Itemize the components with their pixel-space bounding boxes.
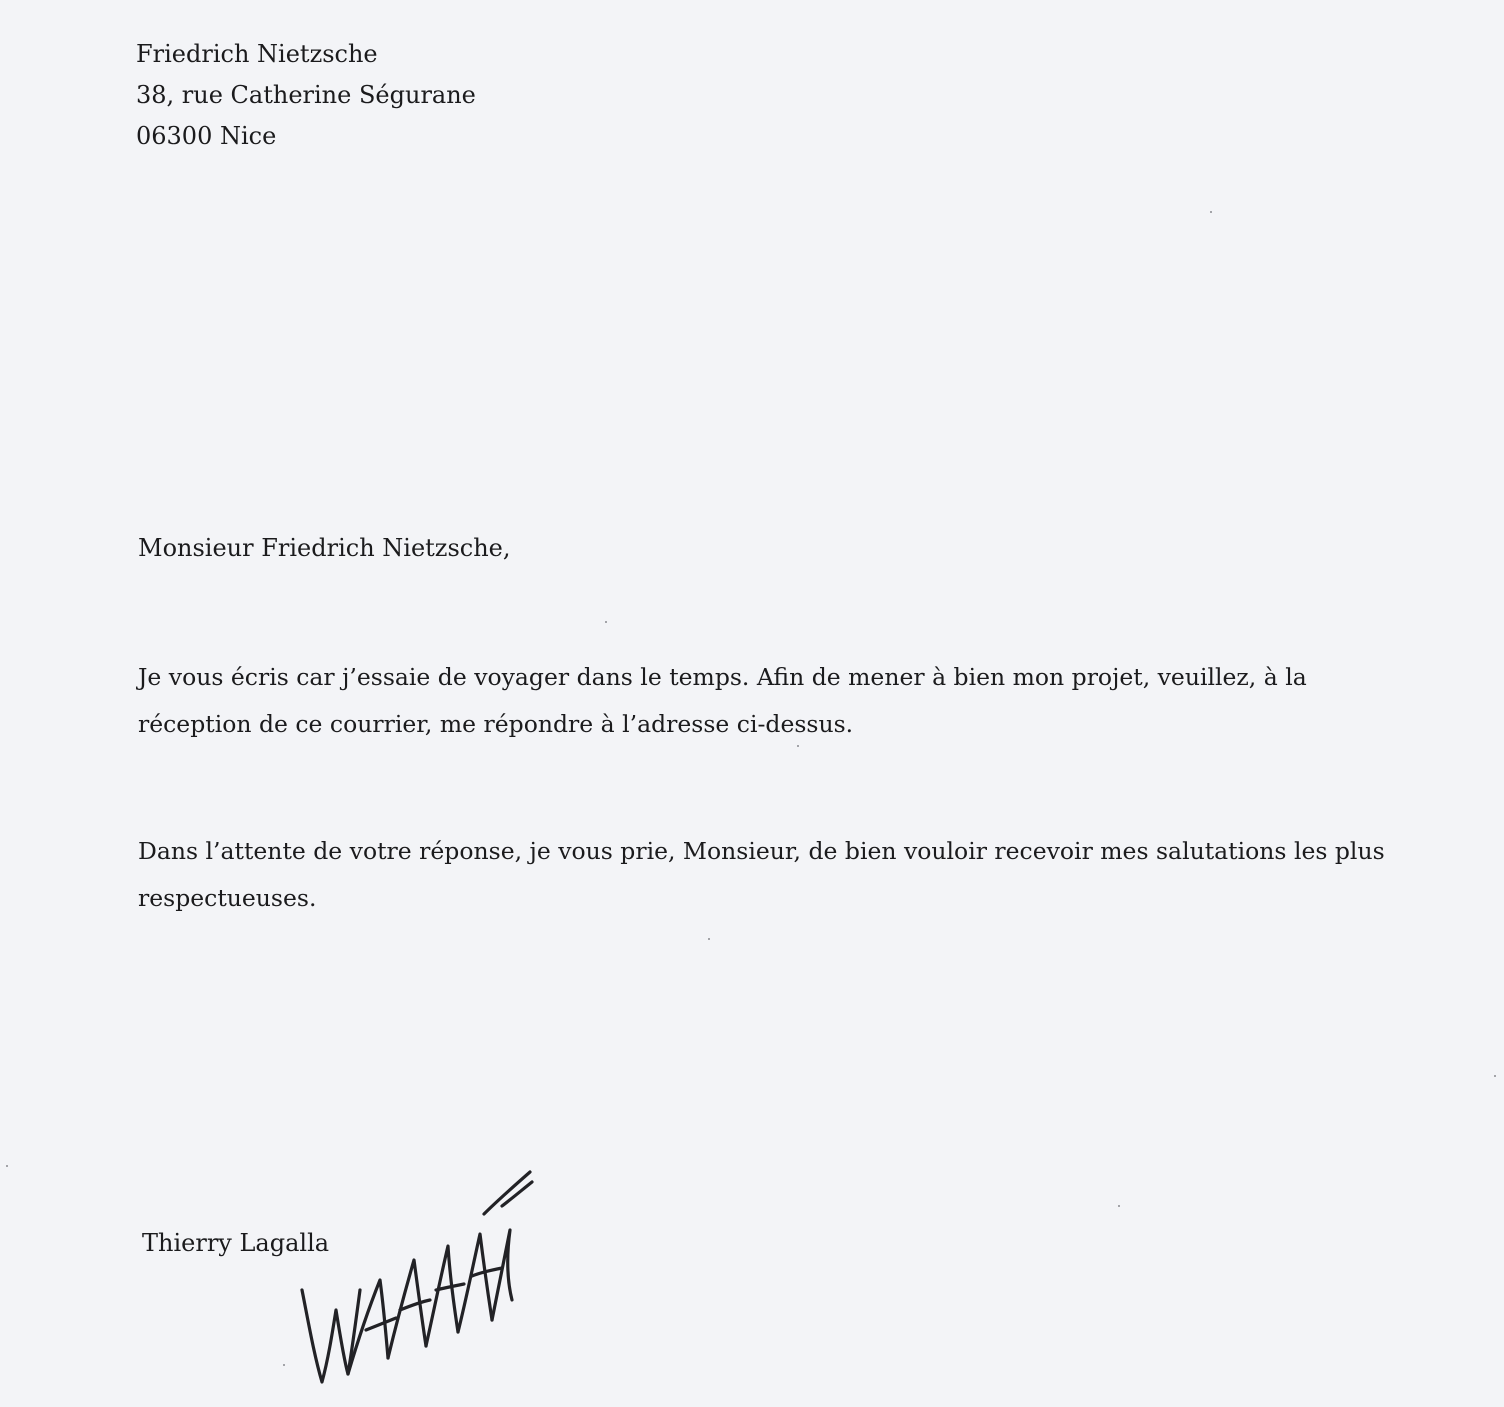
paper-speck bbox=[708, 938, 710, 940]
body-paragraph-2: Dans l’attente de votre réponse, je vous prie, Monsieur, de bien vouloir recevoir mes salutations les plus respectueuses. bbox=[138, 837, 1385, 912]
salutation: Monsieur Friedrich Nietzsche, bbox=[138, 534, 511, 562]
paper-speck bbox=[1494, 1075, 1496, 1077]
paper-speck bbox=[797, 745, 799, 747]
body-paragraph-1: Je vous écris car j’essaie de voyager dans le temps. Afin de mener à bien mon projet, veuillez, à la réception de ce courrier, me répondre à l’adresse ci-dessus. bbox=[138, 663, 1307, 738]
handwritten-signature-icon bbox=[288, 1160, 548, 1400]
sender-city: 06300 Nice bbox=[136, 122, 277, 150]
sender-name: Friedrich Nietzsche bbox=[136, 40, 378, 68]
paper-speck bbox=[1118, 1205, 1120, 1207]
signer-name: Thierry Lagalla bbox=[142, 1229, 330, 1257]
sender-street: 38, rue Catherine Ségurane bbox=[136, 81, 476, 109]
paper-speck bbox=[605, 621, 607, 623]
paper-speck bbox=[283, 1364, 285, 1366]
sender-address-block bbox=[136, 34, 476, 157]
paper-speck bbox=[6, 1165, 8, 1167]
paper-speck bbox=[1210, 211, 1212, 213]
